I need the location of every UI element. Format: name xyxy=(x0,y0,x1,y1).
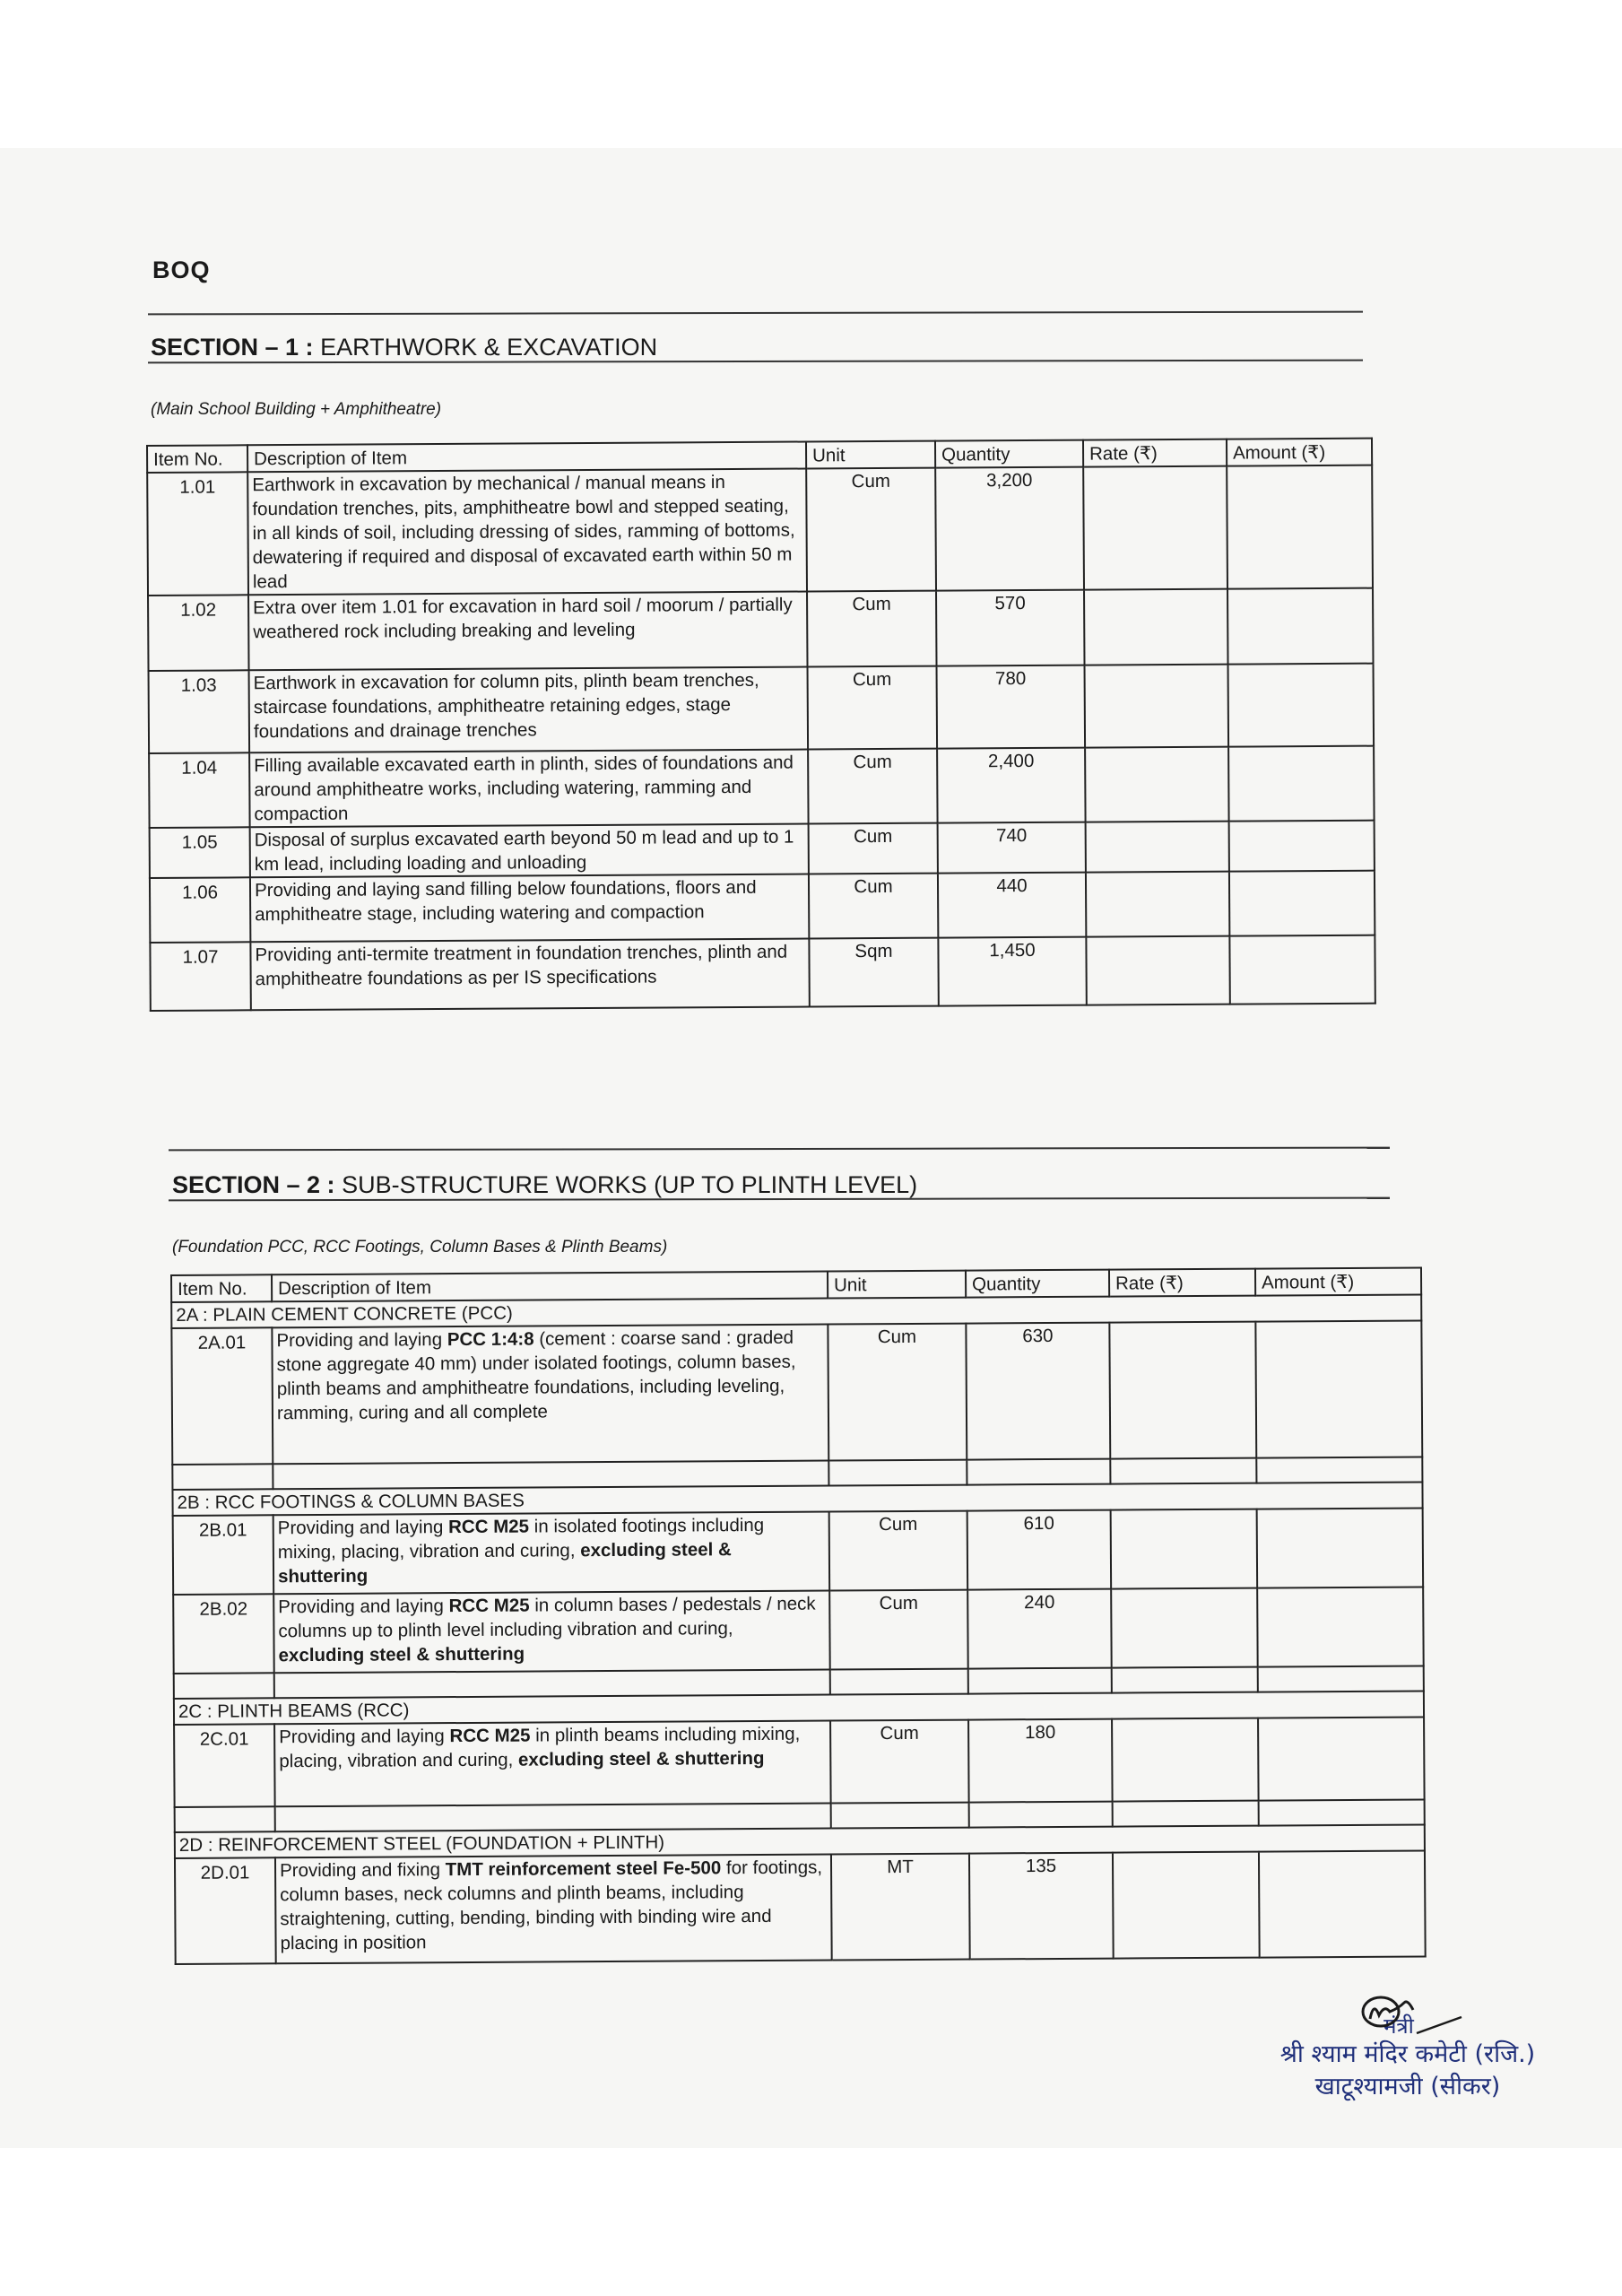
item-unit: Cum xyxy=(830,1720,969,1804)
blank-cell xyxy=(1258,1665,1424,1692)
col-item-no: Item No. xyxy=(171,1274,272,1302)
blank-cell xyxy=(273,1461,828,1490)
item-number: 1.02 xyxy=(148,595,249,671)
table-row xyxy=(150,935,1375,1011)
item-amount xyxy=(1255,1320,1422,1457)
item-number: 2B.01 xyxy=(173,1515,274,1595)
signature-stamp xyxy=(1228,2013,1587,2103)
item-description: Filling available excavated earth in plinth, sides of foundations and around amphitheatre works, including watering, ramming and compaction xyxy=(249,749,808,827)
blank-cell xyxy=(969,1802,1113,1828)
blank-cell xyxy=(1112,1667,1258,1693)
item-number: 1.03 xyxy=(149,670,250,753)
item-description-emphasis: RCC M25 xyxy=(447,1516,530,1538)
item-amount xyxy=(1228,664,1375,747)
item-quantity: 740 xyxy=(938,822,1086,874)
item-description-text: (cement : coarse sand : graded stone aggregate 40 mm) under isolated footings, column bases, plinth beams and amphitheatre foundations, including leveling, ramming, curing and all complete xyxy=(276,1326,796,1424)
item-amount xyxy=(1259,1850,1426,1957)
item-description: Providing and laying sand filling below foundations, floors and amphitheatre stage, including watering and compaction xyxy=(250,874,809,942)
item-unit: MT xyxy=(831,1854,970,1961)
item-quantity: 180 xyxy=(968,1719,1113,1803)
table-row xyxy=(147,465,1373,596)
section2-title: SUB-STRUCTURE WORKS (UP TO PLINTH LEVEL) xyxy=(342,1171,918,1198)
col-quantity: Quantity xyxy=(935,440,1083,468)
item-rate xyxy=(1085,747,1229,822)
item-description-text: Providing and laying xyxy=(277,1517,449,1539)
item-rate xyxy=(1083,466,1227,590)
item-rate xyxy=(1109,1322,1256,1459)
col-description: Description of Item xyxy=(247,442,806,473)
item-quantity: 3,200 xyxy=(935,467,1084,591)
section2-subtitle: (Foundation PCC, RCC Footings, Column Bases & Plinth Beams) xyxy=(172,1238,668,1257)
item-description-text: Providing and laying xyxy=(276,1329,447,1352)
table-row xyxy=(148,588,1373,671)
section1-subtitle: (Main School Building + Amphitheatre) xyxy=(151,400,442,419)
blank-cell xyxy=(828,1460,967,1486)
item-description: Earthwork in excavation by mechanical / manual means in foundation trenches, pits, amphitheatre bowl and stepped seating, in all kinds of soil, including dressing of sides, ramming of bottoms, dewatering if required and disposal of excavated earth within 50 m lead xyxy=(247,469,807,596)
table-row xyxy=(149,746,1374,828)
item-amount xyxy=(1228,746,1375,822)
item-number: 1.06 xyxy=(150,877,250,943)
item-amount xyxy=(1227,465,1373,589)
item-quantity: 780 xyxy=(937,665,1086,749)
item-description xyxy=(273,1512,830,1595)
item-amount xyxy=(1229,935,1375,1004)
section1-title: EARTHWORK & EXCAVATION xyxy=(320,334,658,361)
blank-cell xyxy=(968,1668,1112,1694)
item-description xyxy=(275,1855,832,1964)
item-description-text: for footings, column bases, neck columns and plinth beams, including straightening, cutting, bending, binding with binding wire and placing in position xyxy=(280,1857,823,1954)
blank-cell xyxy=(275,1804,831,1832)
table-row xyxy=(150,821,1375,878)
item-unit: Cum xyxy=(828,1324,967,1461)
item-amount xyxy=(1257,1508,1424,1587)
table-row xyxy=(149,664,1375,753)
item-unit: Cum xyxy=(809,823,938,874)
table-row xyxy=(171,1320,1422,1465)
item-number: 1.07 xyxy=(150,942,250,1011)
item-unit: Cum xyxy=(808,666,938,750)
item-description: Extra over item 1.01 for excavation in hard soil / moorum / partially weathered rock including breaking and leveling xyxy=(248,592,808,671)
item-amount xyxy=(1257,1587,1424,1666)
col-amount: Amount (₹) xyxy=(1255,1267,1421,1295)
blank-cell xyxy=(175,1806,275,1832)
group-heading: 2C : PLINTH BEAMS (RCC) xyxy=(174,1691,1424,1725)
section2-heading xyxy=(172,1171,917,1199)
item-amount xyxy=(1227,588,1374,665)
item-description-text: Providing and laying xyxy=(279,1726,450,1748)
item-description: Earthwork in excavation for column pits, plinth beam trenches, staircase foundations, amphitheatre retaining edges, stage foundations and drainage trenches xyxy=(249,666,809,752)
handwritten-signature-icon xyxy=(1354,1992,1479,2037)
item-rate xyxy=(1111,1509,1258,1589)
item-quantity: 610 xyxy=(967,1510,1112,1590)
item-description-emphasis: excluding steel & shuttering xyxy=(278,1643,525,1666)
blank-cell xyxy=(830,1669,968,1695)
item-rate xyxy=(1085,665,1229,748)
item-rate xyxy=(1086,936,1229,1005)
col-item-no: Item No. xyxy=(147,445,247,473)
item-number: 2A.01 xyxy=(171,1327,273,1465)
item-description-emphasis: PCC 1:4:8 xyxy=(447,1328,534,1351)
blank-cell xyxy=(967,1459,1110,1485)
item-rate xyxy=(1112,1718,1259,1802)
blank-cell xyxy=(1110,1458,1256,1484)
item-description-emphasis: excluding steel & shuttering xyxy=(517,1747,765,1770)
group-heading: 2D : REINFORCEMENT STEEL (FOUNDATION + PLINTH) xyxy=(175,1824,1425,1858)
table-row xyxy=(173,1508,1424,1595)
section1-heading xyxy=(151,334,657,361)
group-heading: 2B : RCC FOOTINGS & COLUMN BASES xyxy=(172,1482,1422,1516)
item-amount xyxy=(1258,1717,1425,1800)
blank-cell xyxy=(274,1670,830,1699)
item-quantity: 2,400 xyxy=(937,748,1086,823)
section2-boq-table xyxy=(170,1266,1427,1965)
stamp-org-line2: खाटूश्यामजी (सीकर) xyxy=(1314,2073,1501,2100)
item-rate xyxy=(1084,589,1228,665)
item-description: Disposal of surplus excavated earth beyond 50 m lead and up to 1 km lead, including loading and unloading xyxy=(250,823,809,877)
item-unit: Cum xyxy=(807,591,937,667)
blank-cell xyxy=(172,1464,273,1490)
item-description-text: in column bases / pedestals / neck columns up to plinth level including vibration and curing, xyxy=(278,1593,816,1642)
item-quantity: 630 xyxy=(966,1323,1110,1460)
item-quantity: 440 xyxy=(938,873,1086,938)
item-description-text: in isolated footings including mixing, placing, vibration and curing, xyxy=(277,1514,765,1563)
col-unit: Unit xyxy=(828,1271,966,1299)
item-number: 1.04 xyxy=(149,752,250,828)
item-amount xyxy=(1229,871,1375,936)
item-quantity: 135 xyxy=(969,1853,1114,1960)
stamp-org-line1: श्री श्याम मंदिर कमेटी (रजि.) xyxy=(1279,2040,1536,2068)
group-heading: 2A : PLAIN CEMENT CONCRETE (PCC) xyxy=(171,1294,1421,1328)
item-quantity: 570 xyxy=(936,590,1085,666)
blank-cell xyxy=(1256,1457,1422,1483)
section1-boq-table xyxy=(146,438,1376,1012)
col-unit: Unit xyxy=(806,441,935,469)
section2-prefix: SECTION – 2 : xyxy=(172,1171,335,1198)
item-rate xyxy=(1113,1852,1260,1959)
item-description-emphasis: TMT reinforcement steel Fe-500 xyxy=(445,1857,722,1881)
item-unit: Cum xyxy=(808,749,938,824)
item-number: 1.01 xyxy=(147,472,248,596)
item-rate xyxy=(1111,1588,1258,1668)
blank-cell xyxy=(174,1673,274,1699)
document-title: BOQ xyxy=(152,257,211,283)
item-unit: Cum xyxy=(809,874,938,939)
col-description: Description of Item xyxy=(272,1272,828,1302)
item-number: 2C.01 xyxy=(174,1724,275,1807)
item-description xyxy=(272,1325,828,1465)
item-description: Providing anti-termite treatment in foundation trenches, plinth and amphitheatre foundations as per IS specifications xyxy=(250,938,809,1010)
item-description-emphasis: RCC M25 xyxy=(448,1595,530,1617)
item-description-text: Providing and laying xyxy=(278,1596,449,1618)
col-rate: Rate (₹) xyxy=(1109,1269,1255,1297)
item-description xyxy=(274,1721,831,1807)
item-unit: Sqm xyxy=(809,938,938,1007)
item-rate xyxy=(1086,872,1229,937)
item-amount xyxy=(1229,821,1375,872)
section1-prefix: SECTION – 1 : xyxy=(151,334,314,361)
table-row xyxy=(173,1587,1424,1674)
blank-cell xyxy=(831,1803,969,1829)
item-description-emphasis: excluding steel & shuttering xyxy=(277,1539,732,1587)
item-unit: Cum xyxy=(829,1590,968,1670)
table-row xyxy=(174,1717,1425,1807)
stamp-designation: मंत्री xyxy=(1383,2013,1414,2039)
item-description-text: Providing and fixing xyxy=(279,1859,446,1882)
item-number: 2D.01 xyxy=(175,1857,276,1964)
item-unit: Cum xyxy=(829,1511,968,1591)
col-rate: Rate (₹) xyxy=(1083,439,1227,467)
table-row xyxy=(175,1850,1426,1964)
col-quantity: Quantity xyxy=(966,1270,1109,1298)
item-description xyxy=(273,1591,830,1674)
blank-cell xyxy=(1113,1801,1259,1827)
table-row xyxy=(150,871,1375,943)
item-description-emphasis: RCC M25 xyxy=(449,1725,531,1747)
col-amount: Amount (₹) xyxy=(1227,439,1372,466)
item-unit: Cum xyxy=(806,468,936,592)
item-quantity: 1,450 xyxy=(938,937,1086,1006)
item-description-text: in plinth beams including mixing, placing, vibration and curing, xyxy=(279,1723,801,1772)
blank-cell xyxy=(1259,1799,1425,1825)
item-number: 2B.02 xyxy=(173,1594,274,1674)
item-number: 1.05 xyxy=(150,827,250,878)
item-quantity: 240 xyxy=(967,1589,1112,1669)
item-rate xyxy=(1086,822,1229,873)
